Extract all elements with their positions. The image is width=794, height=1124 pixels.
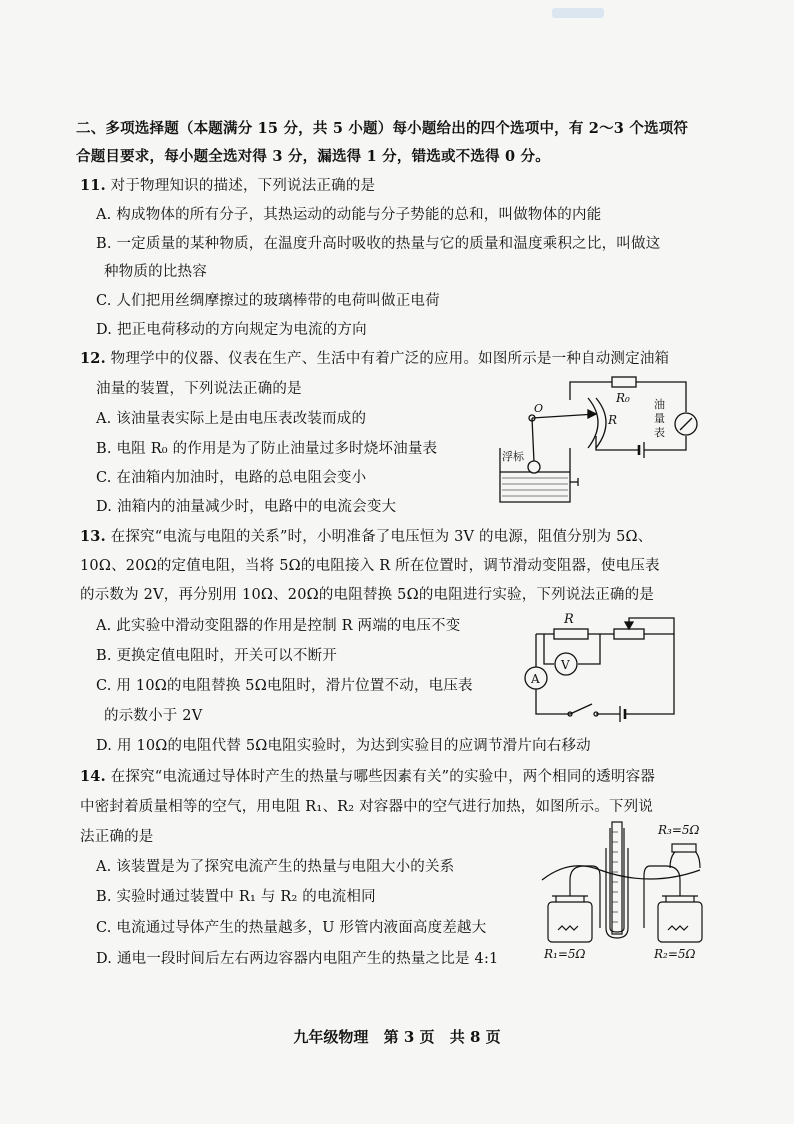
oil-gauge-figure bbox=[496, 378, 706, 504]
question-13-cont: 10Ω、20Ω的定值电阻，当将 5Ω的电阻接入 R 所在位置时，调节滑动变阻器，使电压表 bbox=[80, 558, 660, 574]
option-label: A. bbox=[96, 859, 112, 875]
option-label: D. bbox=[96, 951, 113, 967]
scan-mark bbox=[552, 8, 604, 18]
option-13a bbox=[96, 617, 460, 635]
question-14 bbox=[80, 768, 655, 786]
option-text: 电流通过导体产生的热量越多，U 形管内液面高度差越大 bbox=[116, 920, 487, 936]
question-number: 13. bbox=[80, 528, 106, 545]
option-text: 更换定值电阻时，开关可以不断开 bbox=[116, 648, 337, 664]
option-label: A. bbox=[96, 411, 112, 427]
ammeter-label: A bbox=[531, 672, 540, 686]
option-text: 用 10Ω的电阻替换 5Ω电阻时，滑片位置不动，电压表 bbox=[116, 678, 473, 694]
voltmeter-label: V bbox=[561, 658, 570, 672]
option-11b-cont: 种物质的比热容 bbox=[104, 264, 207, 280]
option-label: B. bbox=[96, 648, 112, 664]
footer-page: 第 3 页 bbox=[383, 1028, 435, 1046]
option-label: C. bbox=[96, 678, 112, 694]
option-label: D. bbox=[96, 322, 113, 338]
option-label: C. bbox=[96, 470, 112, 486]
question-stem: 在探究“电流通过导体时产生的热量与哪些因素有关”的实验中，两个相同的透明容器 bbox=[110, 769, 656, 785]
option-label: B. bbox=[96, 236, 112, 252]
r1-label: R₁=5Ω bbox=[544, 947, 586, 961]
option-text: 把正电荷移动的方向规定为电流的方向 bbox=[116, 322, 367, 338]
footer-subject: 九年级物理 bbox=[293, 1028, 369, 1046]
section-title: 二、多项选择题（本题满分 15 分，共 5 小题）每小题给出的四个选项中，有 2～3 个选项符 bbox=[76, 120, 689, 137]
option-12a bbox=[96, 410, 366, 428]
option-14b bbox=[96, 888, 376, 906]
page-footer bbox=[0, 1026, 794, 1047]
r0-label: R₀ bbox=[616, 391, 630, 405]
section-title-cont: 合题目要求，每小题全选对得 3 分，漏选得 1 分，错选或不选得 0 分。 bbox=[76, 148, 550, 165]
heat-apparatus-figure bbox=[540, 818, 708, 966]
option-13c-cont: 的示数小于 2V bbox=[104, 708, 203, 724]
question-12-cont: 油量的装置，下列说法正确的是 bbox=[96, 381, 302, 397]
option-14d bbox=[96, 950, 498, 968]
option-12d bbox=[96, 498, 396, 516]
option-text: 该油量表实际上是由电压表改装而成的 bbox=[116, 411, 367, 427]
pivot-label: O bbox=[534, 402, 544, 415]
r3-label: R₃=5Ω bbox=[658, 823, 700, 837]
question-number: 11. bbox=[80, 177, 106, 194]
option-14a bbox=[96, 858, 454, 876]
option-12b bbox=[96, 440, 437, 458]
footer-total: 共 8 页 bbox=[449, 1028, 501, 1046]
gauge-label-1: 油 bbox=[654, 398, 665, 411]
question-number: 14. bbox=[80, 768, 106, 785]
option-text: 电阻 R₀ 的作用是为了防止油量过多时烧坏油量表 bbox=[116, 441, 438, 457]
option-text: 一定质量的某种物质，在温度升高时吸收的热量与它的质量和温度乘积之比，叫做这 bbox=[116, 236, 661, 252]
r-label: R bbox=[564, 612, 574, 627]
question-stem: 物理学中的仪器、仪表在生产、生活中有着广泛的应用。如图所示是一种自动测定油箱 bbox=[110, 351, 670, 367]
option-13b bbox=[96, 647, 337, 665]
option-text: 在油箱内加油时，电路的总电阻会变小 bbox=[116, 470, 367, 486]
option-14c bbox=[96, 919, 486, 937]
option-label: C. bbox=[96, 920, 112, 936]
circuit-figure bbox=[510, 610, 680, 722]
float-label: 浮标 bbox=[502, 450, 524, 463]
option-13c bbox=[96, 677, 473, 695]
question-12 bbox=[80, 350, 669, 368]
question-11 bbox=[80, 177, 375, 195]
r2-label: R₂=5Ω bbox=[654, 947, 696, 961]
option-label: D. bbox=[96, 499, 113, 515]
option-label: A. bbox=[96, 207, 112, 223]
r-label: R bbox=[608, 413, 618, 427]
option-text: 实验时通过装置中 R₁ 与 R₂ 的电流相同 bbox=[116, 889, 376, 905]
option-label: B. bbox=[96, 889, 112, 905]
gauge-label-3: 表 bbox=[654, 426, 665, 439]
question-number: 12. bbox=[80, 350, 106, 367]
question-13-cont2: 的示数为 2V，再分别用 10Ω、20Ω的电阻替换 5Ω的电阻进行实验，下列说法正确的是 bbox=[80, 587, 655, 603]
option-text: 该装置是为了探究电流产生的热量与电阻大小的关系 bbox=[116, 859, 455, 875]
question-14-cont2: 法正确的是 bbox=[80, 829, 154, 845]
option-11b bbox=[96, 235, 660, 253]
option-text: 人们把用丝绸摩擦过的玻璃棒带的电荷叫做正电荷 bbox=[116, 293, 440, 309]
option-label: A. bbox=[96, 618, 112, 634]
option-11c bbox=[96, 292, 440, 310]
option-text: 通电一段时间后左右两边容器内电阻产生的热量之比是 4:1 bbox=[116, 951, 499, 967]
option-text: 构成物体的所有分子，其热运动的动能与分子势能的总和，叫做物体的内能 bbox=[116, 207, 602, 223]
option-text: 此实验中滑动变阻器的作用是控制 R 两端的电压不变 bbox=[116, 618, 461, 634]
question-13 bbox=[80, 528, 652, 546]
question-14-cont: 中密封着质量相等的空气，用电阻 R₁、R₂ 对容器中的空气进行加热，如图所示。下列说 bbox=[80, 799, 654, 815]
option-13d bbox=[96, 737, 591, 755]
option-11d bbox=[96, 321, 367, 339]
question-stem: 在探究“电流与电阻的关系”时，小明准备了电压恒为 3V 的电源，阻值分别为 5Ω、 bbox=[110, 529, 653, 545]
option-text: 油箱内的油量减少时，电路中的电流会变大 bbox=[116, 499, 397, 515]
option-text: 用 10Ω的电阻代替 5Ω电阻实验时，为达到实验目的应调节滑片向右移动 bbox=[116, 738, 591, 754]
option-label: B. bbox=[96, 441, 112, 457]
option-12c bbox=[96, 469, 366, 487]
gauge-label-2: 量 bbox=[654, 412, 665, 425]
option-label: C. bbox=[96, 293, 112, 309]
option-label: D. bbox=[96, 738, 113, 754]
option-11a bbox=[96, 206, 601, 224]
question-stem: 对于物理知识的描述，下列说法正确的是 bbox=[110, 178, 376, 194]
